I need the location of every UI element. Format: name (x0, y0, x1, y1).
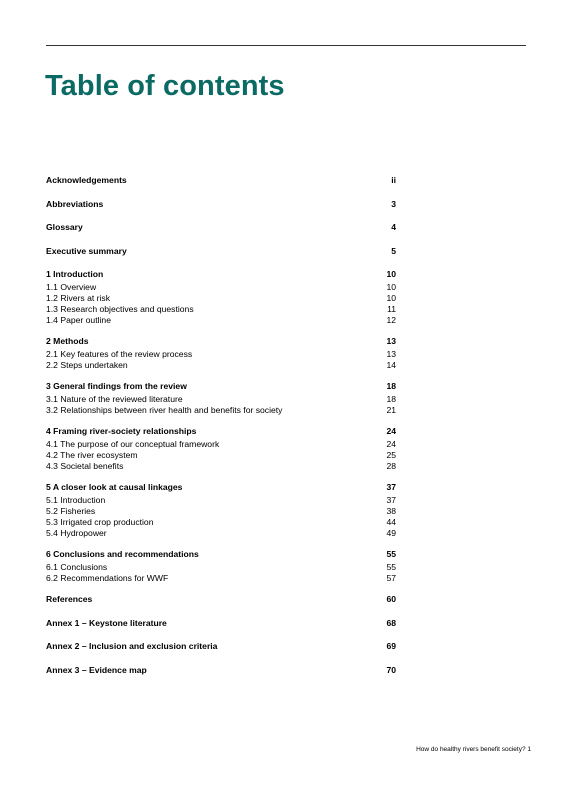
toc-subentry-label: 1.1 Overview (46, 282, 97, 292)
toc-subentry-label: 5.4 Hydropower (46, 528, 107, 538)
toc-entry-page: 3 (391, 198, 396, 209)
toc-entry[interactable] (46, 198, 396, 212)
toc-subentry-page: 37 (386, 495, 396, 505)
toc-subentry[interactable] (46, 450, 396, 461)
toc-subentry-label: 4.1 The purpose of our conceptual framework (46, 439, 220, 449)
toc-subentry[interactable] (46, 293, 396, 304)
toc-subentry[interactable] (46, 506, 396, 517)
toc-section (46, 481, 396, 539)
toc-subentry[interactable] (46, 495, 396, 506)
toc-section (46, 548, 396, 584)
toc-subentry-label: 5.1 Introduction (46, 495, 106, 505)
toc-entry-page: 68 (386, 617, 396, 628)
toc-subentry-page: 28 (386, 461, 396, 471)
toc-subentry[interactable] (46, 461, 396, 472)
toc-entry[interactable] (46, 425, 396, 439)
toc-entry-page: 60 (386, 594, 396, 604)
toc-subentry-page: 57 (386, 573, 396, 583)
toc-entry-label: Abbreviations (46, 198, 104, 209)
toc-entry-label: References (46, 594, 93, 604)
toc-entry-label: Annex 2 – Inclusion and exclusion criteria (46, 641, 218, 651)
toc-entry-page: 69 (386, 641, 396, 651)
toc-subentry-label: 1.3 Research objectives and questions (46, 304, 194, 314)
toc-entry[interactable] (46, 335, 396, 349)
toc-entry[interactable] (46, 268, 396, 282)
toc-section (46, 664, 396, 678)
toc-entry-page: 37 (386, 482, 396, 492)
toc-subentry-page: 49 (386, 528, 396, 538)
toc-section (46, 245, 396, 259)
toc-subentry[interactable] (46, 315, 396, 326)
toc-subentry-label: 4.3 Societal benefits (46, 461, 124, 471)
toc-entry-page: 5 (391, 245, 396, 256)
toc-entry-page: 13 (386, 336, 396, 346)
toc-subentry-label: 3.1 Nature of the reviewed literature (46, 394, 183, 404)
toc-subentry-page: 11 (387, 304, 396, 314)
toc-subentry[interactable] (46, 304, 396, 315)
toc-subentry-label: 5.3 Irrigated crop production (46, 517, 154, 527)
toc-entry-label: 4 Framing river-society relationships (46, 426, 197, 436)
toc-entry-label: 3 General findings from the review (46, 381, 187, 391)
toc-subentry[interactable] (46, 394, 396, 405)
toc-entry-page: 24 (386, 426, 396, 436)
toc-entry[interactable] (46, 593, 396, 607)
toc-subentry-label: 2.1 Key features of the review process (46, 349, 193, 359)
toc-subentry[interactable] (46, 282, 396, 293)
toc-section (46, 268, 396, 326)
toc-subentry-page: 38 (386, 506, 396, 516)
toc-subentry-page: 12 (386, 315, 396, 325)
toc-entry-page: ii (391, 175, 396, 185)
toc-entry-label: 5 A closer look at causal linkages (46, 482, 183, 492)
toc-subentry[interactable] (46, 517, 396, 528)
toc-entry-label: 6 Conclusions and recommendations (46, 549, 199, 559)
toc-entry[interactable] (46, 617, 396, 631)
top-rule (46, 45, 526, 46)
toc-subentry-page: 18 (386, 394, 396, 404)
toc-section (46, 425, 396, 472)
toc-subentry-page: 55 (386, 562, 396, 572)
toc-subentry-page: 10 (386, 282, 396, 292)
toc-entry-page: 18 (386, 381, 396, 391)
table-of-contents (46, 174, 396, 687)
toc-subentry-label: 6.2 Recommendations for WWF (46, 573, 169, 583)
toc-entry-label: Annex 1 – Keystone literature (46, 617, 167, 628)
toc-subentry-page: 25 (386, 450, 396, 460)
toc-subentry-label: 1.2 Rivers at risk (46, 293, 110, 303)
toc-section (46, 174, 396, 188)
toc-entry[interactable] (46, 174, 396, 188)
toc-entry[interactable] (46, 245, 396, 259)
toc-subentry-page: 44 (386, 517, 396, 527)
toc-section (46, 617, 396, 631)
toc-section (46, 198, 396, 212)
toc-subentry[interactable] (46, 360, 396, 371)
toc-subentry-label: 4.2 The river ecosystem (46, 450, 138, 460)
toc-subentry[interactable] (46, 349, 396, 360)
toc-entry-label: Annex 3 – Evidence map (46, 664, 147, 675)
toc-entry-label: Glossary (46, 222, 83, 232)
toc-subentry-label: 6.1 Conclusions (46, 562, 108, 572)
toc-section (46, 380, 396, 416)
toc-subentry-page: 24 (386, 439, 396, 449)
toc-subentry[interactable] (46, 405, 396, 416)
toc-entry-label: 2 Methods (46, 336, 89, 346)
toc-entry-page: 55 (386, 549, 396, 559)
toc-section (46, 640, 396, 654)
toc-entry-page: 10 (386, 269, 396, 279)
toc-subentry-label: 3.2 Relationships between river health and benefits for society (46, 405, 283, 415)
page-footer: How do healthy rivers benefit society? 1 (416, 746, 531, 753)
toc-subentry-page: 14 (386, 360, 396, 370)
toc-entry-label: 1 Introduction (46, 269, 104, 279)
toc-section (46, 221, 396, 235)
toc-subentry[interactable] (46, 439, 396, 450)
toc-entry[interactable] (46, 548, 396, 562)
toc-subentry-page: 21 (386, 405, 396, 415)
toc-section (46, 593, 396, 607)
toc-subentry-label: 5.2 Fisheries (46, 506, 96, 516)
toc-section (46, 335, 396, 371)
toc-subentry[interactable] (46, 562, 396, 573)
toc-subentry[interactable] (46, 528, 396, 539)
page-title: Table of contents (45, 70, 285, 102)
toc-entry[interactable] (46, 380, 396, 394)
toc-entry[interactable] (46, 221, 396, 235)
toc-entry-label: Acknowledgements (46, 175, 127, 185)
toc-entry[interactable] (46, 664, 396, 678)
toc-entry[interactable] (46, 481, 396, 495)
toc-subentry-label: 2.2 Steps undertaken (46, 360, 128, 370)
toc-subentry-page: 13 (386, 349, 396, 359)
toc-subentry[interactable] (46, 573, 396, 584)
toc-entry-label: Executive summary (46, 245, 127, 256)
toc-entry-page: 70 (386, 664, 396, 675)
toc-subentry-page: 10 (386, 293, 396, 303)
toc-subentry-label: 1.4 Paper outline (46, 315, 111, 325)
toc-entry[interactable] (46, 640, 396, 654)
toc-entry-page: 4 (391, 222, 396, 232)
